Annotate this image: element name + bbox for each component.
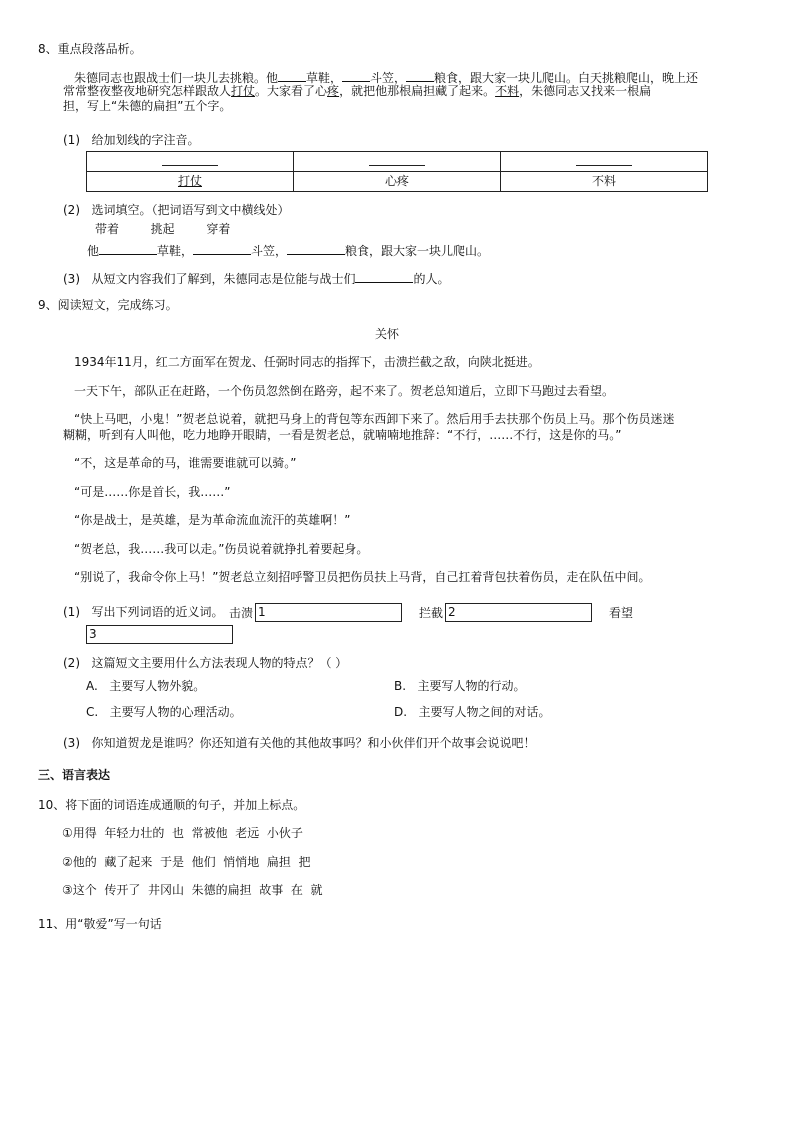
q10-item: ③这个 传开了 井冈山 朱德的扁担 故事 在 就 — [62, 883, 323, 897]
pinyin-answer-cell[interactable] — [501, 152, 708, 172]
option-d[interactable]: D. 主要写人物之间的对话。 — [394, 705, 551, 719]
fill-blank[interactable] — [287, 242, 345, 255]
synonym-word-3: 看望 — [609, 606, 634, 620]
q8-sub2 — [63, 203, 289, 217]
word-choice: 挑起 — [150, 222, 175, 236]
pinyin-answer-row — [87, 152, 708, 172]
passage-paragraph: “别说了，我命令你上马！”贺老总立刻招呼警卫员把伤员扶上马背，自己扛着背包扶着伤员，走在队伍中间。 — [74, 570, 651, 584]
q8-paragraph-line1 — [74, 69, 698, 85]
q9-sub3-number: (3) — [63, 736, 80, 750]
q9-sub2 — [63, 656, 347, 670]
pinyin-word-cell: 打仗 — [87, 172, 294, 192]
section-heading: 三、语言表达 — [38, 768, 111, 782]
q8-para-text: 朱德同志也跟战士们一块儿去挑粮。他 — [74, 71, 279, 85]
option-c[interactable]: C. 主要写人物的心理活动。 — [86, 705, 242, 719]
q8-para-text: 斗笠， — [370, 71, 407, 85]
q9-sub2-text: 这篇短文主要用什么方法表现人物的特点？（ ） — [91, 656, 348, 670]
q9-sub3-text: 你知道贺龙是谁吗？你还知道有关他的其他故事吗？和小伙伴们开个故事会说说吧！ — [91, 736, 536, 750]
word-choice: 穿着 — [206, 222, 231, 236]
pinyin-blank[interactable] — [369, 153, 425, 166]
q8-para-blank-3[interactable] — [406, 69, 434, 82]
q8-para-blank-1[interactable] — [278, 69, 306, 82]
passage-paragraph: 1934年11月，红二方面军在贺龙、任弼时同志的指挥下，击溃拦截之敌，向陕北挺进。 — [74, 355, 540, 369]
q8-title: 8、重点段落品析。 — [38, 42, 142, 56]
q9-sub1-text: 写出下列词语的近义词。 — [91, 605, 224, 619]
pinyin-word-cell: 不料 — [501, 172, 708, 192]
q9-title: 9、阅读短文，完成练习。 — [38, 298, 178, 312]
pinyin-blank[interactable] — [576, 153, 632, 166]
q8-para-text: 草鞋， — [306, 71, 343, 85]
q9-sub1-number: (1) — [63, 605, 80, 619]
q8-sub1-text: 给加划线的字注音。 — [91, 133, 200, 147]
q8-word-choices — [95, 222, 230, 236]
q8-underlined-word-dazhang: 打仗 — [231, 84, 256, 98]
q8-sub1 — [63, 133, 199, 147]
q11-title: 11、用“敬爱”写一句话 — [38, 917, 162, 931]
synonym-input-1[interactable]: 1 — [255, 603, 402, 622]
option-b[interactable]: B. 主要写人物的行动。 — [394, 679, 526, 693]
q8-para-text: ，朱德同志又找来一根扁 — [519, 84, 652, 98]
q8-para-text: 粮食，跟大家一块儿爬山。白天挑粮爬山，晚上还 — [434, 71, 699, 85]
q9-sub2-number: (2) — [63, 656, 80, 670]
q8-sub3: (3) 从短文内容我们了解到，朱德同志是位能与战士们 的人。 — [63, 272, 450, 286]
q8-paragraph-line2 — [63, 84, 651, 98]
passage-paragraph: “你是战士，是英雄，是为革命流血流汗的英雄啊！” — [74, 513, 351, 527]
pinyin-blank[interactable] — [162, 153, 218, 166]
pinyin-word-cell: 心疼 — [294, 172, 501, 192]
pinyin-answer-cell[interactable] — [294, 152, 501, 172]
fill-blank[interactable] — [99, 242, 157, 255]
q8-underlined-word-teng: 疼 — [327, 84, 340, 98]
synonym-word-2: 拦截 — [419, 606, 444, 620]
passage-paragraph: “不，这是革命的马，谁需要谁就可以骑。” — [74, 456, 297, 470]
passage-title: 关怀 — [375, 327, 400, 341]
passage-paragraph: “贺老总，我……我可以走。”伤员说着就挣扎着要起身。 — [74, 542, 369, 556]
q9-sub3 — [63, 736, 535, 750]
synonym-word-1: 击溃 — [229, 606, 254, 620]
q9-sub1 — [63, 605, 223, 619]
synonym-input-2[interactable]: 2 — [445, 603, 592, 622]
passage-paragraph: 一天下午，部队正在赶路，一个伤员忽然倒在路旁，起不来了。贺老总知道后，立即下马跑过去看望。 — [74, 384, 615, 398]
q8-sub3-number: (3) — [63, 272, 80, 286]
q8-paragraph-line3: 担，写上“朱德的扁担”五个字。 — [63, 99, 232, 113]
passage-paragraph: 糊糊，听到有人叫他，吃力地睁开眼睛，一看是贺老总，就喃喃地推辞：“不行，……不行，这是你的马。” — [63, 428, 622, 442]
synonym-input-3[interactable]: 3 — [86, 625, 233, 644]
word-choice: 带着 — [95, 222, 120, 236]
q10-item: ②他的 藏了起来 于是 他们 悄悄地 扁担 把 — [62, 855, 311, 869]
pinyin-table — [86, 151, 708, 192]
q8-underlined-word-buliao: 不料 — [495, 84, 520, 98]
fill-blank[interactable] — [355, 270, 413, 283]
q8-para-text: 常常整夜整夜地研究怎样跟敌人 — [63, 84, 232, 98]
pinyin-word-row — [87, 172, 708, 192]
fill-blank[interactable] — [193, 242, 251, 255]
pinyin-answer-cell[interactable] — [87, 152, 294, 172]
q8-sub1-number: (1) — [63, 133, 80, 147]
q8-sub2-text: 选词填空。（把词语写到文中横线处） — [91, 203, 290, 217]
q8-para-text: 。大家看了心 — [255, 84, 328, 98]
passage-paragraph: “快上马吧，小鬼！”贺老总说着，就把马身上的背包等东西卸下来了。然后用手去扶那个伤员上马。那个伤员迷迷 — [74, 412, 675, 426]
q10-title: 10、将下面的词语连成通顺的句子，并加上标点。 — [38, 798, 306, 812]
passage-paragraph: “可是……你是首长，我……” — [74, 485, 231, 499]
q8-sub2-number: (2) — [63, 203, 80, 217]
option-a[interactable]: A. 主要写人物外貌。 — [86, 679, 206, 693]
q8-para-blank-2[interactable] — [342, 69, 370, 82]
q8-para-text: ，就把他那根扁担藏了起来。 — [339, 84, 496, 98]
q10-item: ①用得 年轻力壮的 也 常被他 老远 小伙子 — [62, 826, 303, 840]
q8-sub2-fill-line: 他 草鞋， 斗笠， 粮食，跟大家一块儿爬山。 — [87, 244, 490, 258]
